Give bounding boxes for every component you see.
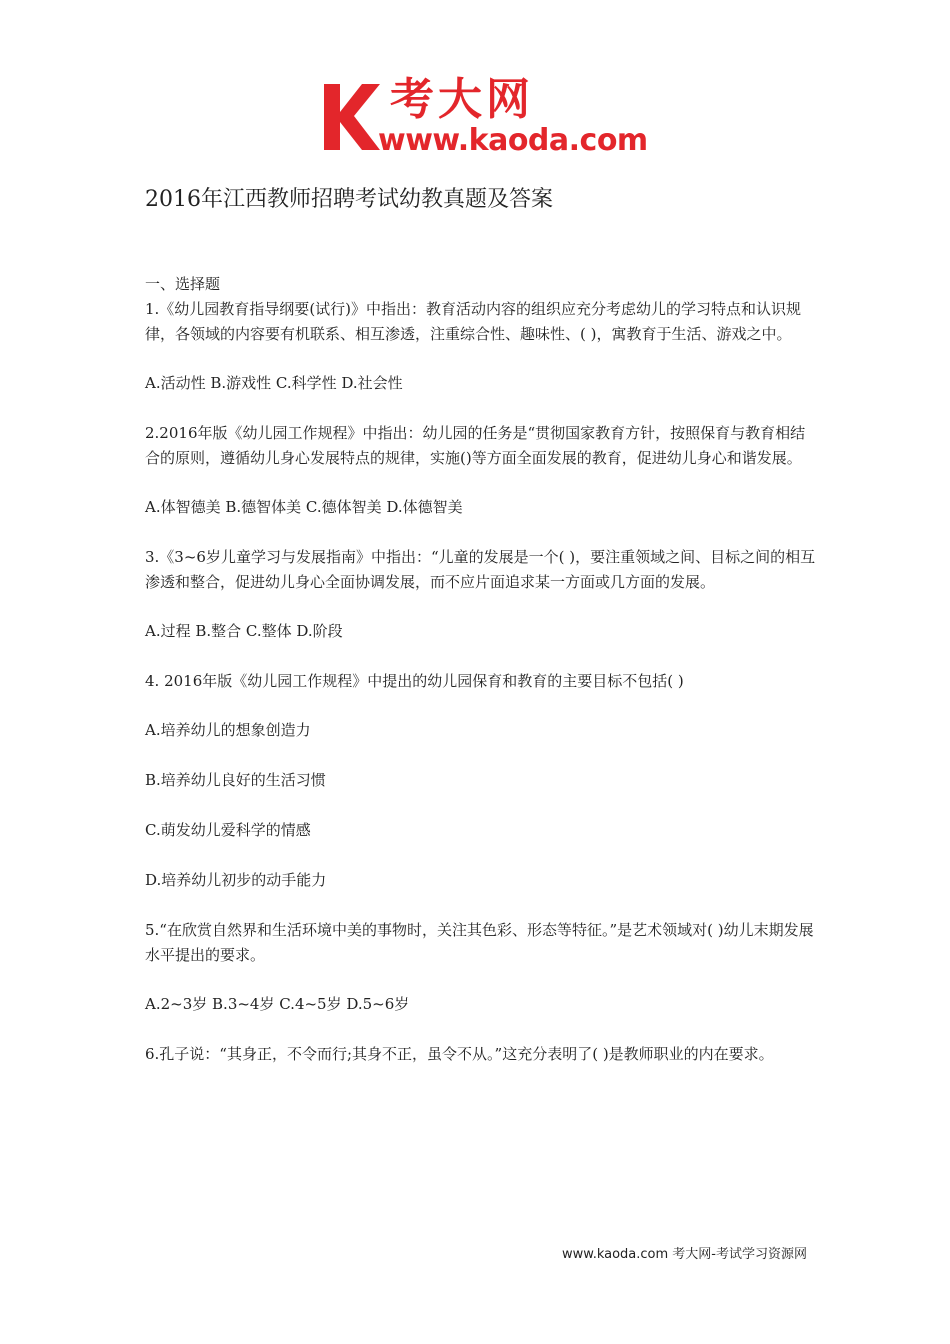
question-options: A.活动性 B.游戏性 C.科学性 D.社会性 <box>145 374 403 392</box>
kaoda-logo <box>318 74 648 160</box>
question-option: B.培养幼儿良好的生活习惯 <box>145 771 326 789</box>
question-text: 3.《3~6岁儿童学习与发展指南》中指出：“儿童的发展是一个( )，要注重领域之间、目标之间的相互渗透和整合，促进幼儿身心全面协调发展，而不应片面追求某一方面或几方面的发展。 <box>145 548 816 591</box>
question-option: C.萌发幼儿爱科学的情感 <box>145 821 311 839</box>
question-option: D.培养幼儿初步的动手能力 <box>145 871 327 889</box>
logo-brand-name: 考大网 <box>390 74 534 125</box>
question-text: 5.“在欣赏自然界和生活环境中美的事物时，关注其色彩、形态等特征。”是艺术领域对( )幼儿末期发展水平提出的要求。 <box>145 921 814 964</box>
document-title: 2016年江西教师招聘考试幼教真题及答案 <box>145 187 553 212</box>
question-options: A.体智德美 B.德智体美 C.德体智美 D.体德智美 <box>145 498 463 516</box>
section-heading: 一、选择题 <box>145 275 221 293</box>
document-body <box>145 272 820 1091</box>
question-text: 4. 2016年版《幼儿园工作规程》中提出的幼儿园保育和教育的主要目标不包括( ) <box>145 672 684 690</box>
question-text: 1.《幼儿园教育指导纲要(试行)》中指出：教育活动内容的组织应充分考虑幼儿的学习特点和认识规律，各领域的内容要有机联系、相互渗透，注重综合性、趣味性、( )，寓教育于生活、游戏之中。 <box>145 300 802 343</box>
question-text: 6.孔子说：“其身正，不令而行;其身不正，虽令不从。”这充分表明了( )是教师职业的内在要求。 <box>145 1045 774 1063</box>
logo-brand-url: www.kaoda.com <box>378 123 648 158</box>
question-option: A.培养幼儿的想象创造力 <box>145 721 311 739</box>
question-options: A.2~3岁 B.3~4岁 C.4~5岁 D.5~6岁 <box>145 995 410 1013</box>
question-text: 2.2016年版《幼儿园工作规程》中指出：幼儿园的任务是“贯彻国家教育方针，按照保育与教育相结合的原则，遵循幼儿身心发展特点的规律，实施()等方面全面发展的教育，促进幼儿身心和谐发展。 <box>145 424 806 467</box>
page-footer: www.kaoda.com 考大网-考试学习资源网 <box>562 1247 807 1262</box>
question-options: A.过程 B.整合 C.整体 D.阶段 <box>145 622 343 640</box>
